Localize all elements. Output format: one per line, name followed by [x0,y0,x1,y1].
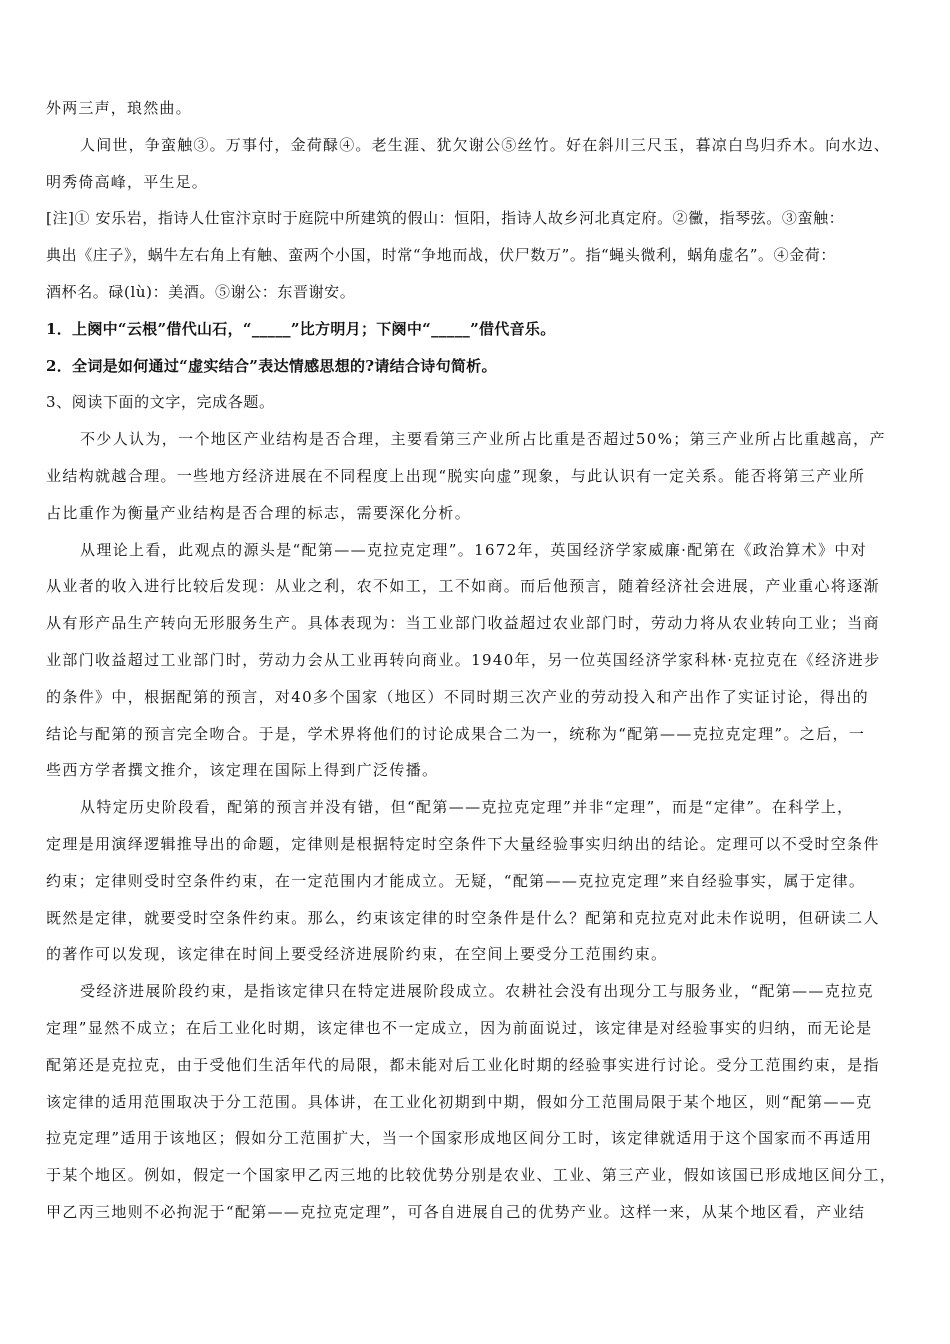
text-line: 定理是用演绎逻辑推导出的命题，定律则是根据特定时空条件下大量经验事实归纳出的结论。定理可以不受时空条件 [46,834,880,853]
question-line: 2．全词是如何通过“虚实结合”表达情感思想的?请结合诗句简析。 [46,356,497,375]
text-line: 酒杯名。碌(lù)：美酒。⑤谢公：东晋谢安。 [46,282,356,301]
text-line: 拉克定理”适用于该地区；假如分工范围扩大，当一个国家形成地区间分工时，该定律就适用于这个国家而不再适用 [46,1129,873,1148]
text-line: 从理论上看，此观点的源头是“配第——克拉克定理”。1672年，英国经济学家威廉·配第在《政治算术》中对 [80,540,868,559]
text-line: 3、阅读下面的文字，完成各题。 [46,393,275,412]
text-line: 于某个地区。例如，假定一个国家甲乙丙三地的比较优势分别是农业、工业、第三产业，假如该国已形成地区间分工， [46,1166,897,1185]
text-line: 从有形产品生产转向无形服务生产。具体表现为：当工业部门收益超过农业部门时，劳动力将从农业转向工业；当商 [46,614,880,633]
text-line: 结论与配第的预言完全吻合。于是，学术界将他们的讨论成果合二为一，统称为“配第——克拉克定理”。之后，一 [46,724,866,743]
text-line: 甲乙丙三地则不必拘泥于“配第——克拉克定理”，可各自进展自己的优势产业。这样一来，从某个地区看，产业结 [46,1202,866,1221]
text-line: 的著作可以发现，该定律在时间上要受经济进展阶约束，在空间上要受分工范围约束。 [46,945,668,964]
text-line: 从特定历史阶段看，配第的预言并没有错，但“配第——克拉克定理”并非“定理”，而是“定律”。在科学上， [80,798,854,817]
text-line: 业结构就越合理。一些地方经济进展在不同程度上出现“脱实向虚”现象，与此认识有一定关系。能否将第三产业所 [46,466,866,485]
text-line: 占比重作为衡量产业结构是否合理的标志，需要深化分析。 [46,503,472,522]
text-line: 业部门收益超过工业部门时，劳动力会从工业再转向商业。1940年，另一位英国经济学家科林·克拉克在《经济进步 [46,650,881,669]
text-line: 些西方学者撰文推介，该定理在国际上得到广泛传播。 [46,761,439,780]
text-line: 明秀倚高峰，平生足。 [46,172,209,191]
text-line: 的条件》中，根据配第的预言，对40多个国家（地区）不同时期三次产业的劳动投入和产出作了实证讨论，得出的 [46,687,869,706]
text-line: 从业者的收入进行比较后发现：从业之利，农不如工，工不如商。而后他预言，随着经济社会进展，产业重心将逐渐 [46,577,880,596]
text-line: 外两三声，琅然曲。 [46,99,192,117]
text-line: 既然是定律，就要受时空条件约束。那么，约束该定律的时空条件是什么？配第和克拉克对此未作说明，但研读二人 [46,908,880,927]
text-line: 不少人认为，一个地区产业结构是否合理，主要看第三产业所占比重是否超过50%；第三产业所占比重越高，产 [80,430,886,449]
text-line: 受经济进展阶段约束，是指该定律只在特定进展阶段成立。农耕社会没有出现分工与服务业，“配第——克拉克 [80,982,874,1001]
question-line: 1．上阕中“云根”借代山石，“_____”比方明月；下阕中“_____”借代音乐。 [46,319,556,338]
text-line: [注]① 安乐岩，指诗人仕宦汴京时于庭院中所建筑的假山：恒阳，指诗人故乡河北真定府。②黴，指琴弦。③蛮触： [46,209,845,228]
text-line: 典出《庄子》，蜗牛左右角上有触、蛮两个小国，时常“争地而战，伏尸数万”。指“蝇头微利，蜗角虚名”。④金荷： [46,246,836,265]
text-line: 人间世，争蛮触③。万事付，金荷醁④。老生涯、犹欠谢公⑤丝竹。好在斜川三尺玉，暮凉白鸟归乔木。向水边、 [80,135,891,154]
text-line: 定理”显然不成立；在后工业化时期，该定律也不一定成立，因为前面说过，该定律是对经验事实的归纳，而无论是 [46,1018,873,1037]
text-line: 该定律的适用范围取决于分工范围。具体讲，在工业化初期到中期，假如分工范围局限于某个地区，则“配第——克 [46,1092,873,1111]
text-line: 约束；定律则受时空条件约束，在一定范围内才能成立。无疑，“配第——克拉克定理”来自经验事实，属于定律。 [46,871,866,890]
document-body [46,90,908,1231]
text-line: 配第还是克拉克，由于受他们生活年代的局限，都未能对后工业化时期的经验事实进行讨论。受分工范围约束，是指 [46,1055,880,1074]
